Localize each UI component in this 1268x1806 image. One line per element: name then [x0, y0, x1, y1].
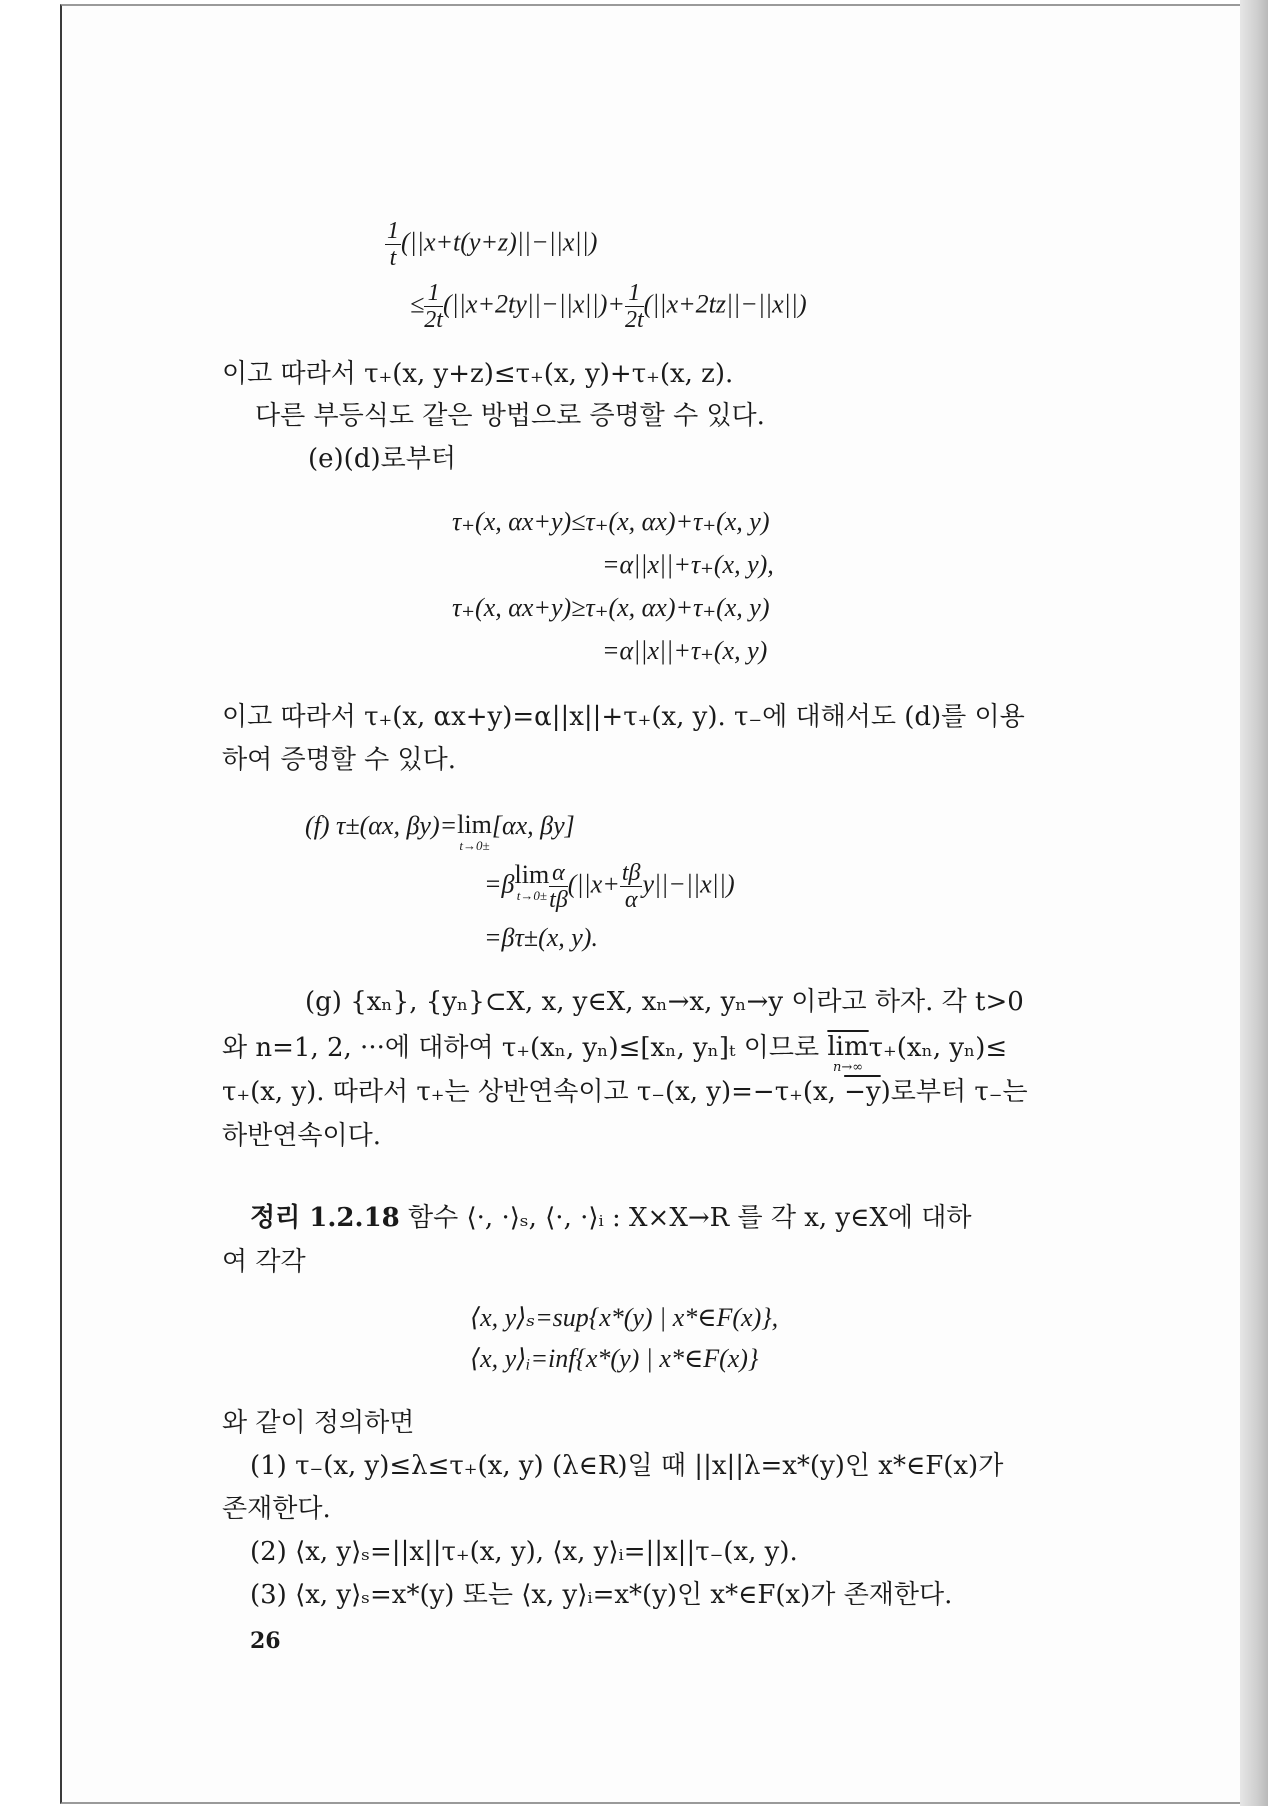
paragraph-line: (3) ⟨x, y⟩ₛ=x*(y) 또는 ⟨x, y⟩ᵢ=x*(y)인 x*∈F(x)가 존재한다. — [250, 1580, 953, 1610]
definition-line: ⟨x, y⟩ᵢ=inf{x*(y) | x*∈F(x)} — [470, 1344, 759, 1373]
fraction: $\frac{1}{2t}$ — [424, 280, 443, 333]
theorem-label: 정리 1.2.18 — [250, 1203, 400, 1233]
page-number: 26 — [250, 1628, 281, 1654]
equation-line: =α||x||+τ₊(x, y), — [602, 550, 774, 579]
paragraph-line: 존재한다. — [222, 1494, 331, 1524]
paragraph-line-with-limsup: 와 n=1, 2, ···에 대하여 τ₊(xₙ, yₙ)≤[xₙ, yₙ]ₜ 이므로 $\overline{lim}$ n→∞ τ₊(xₙ, yₙ)≤ — [222, 1032, 1008, 1075]
paragraph-line: 하반연속이다. — [222, 1121, 381, 1151]
fraction: $\frac{1}{t}$ — [387, 218, 399, 271]
definition-line: ⟨x, y⟩ₛ=sup{x*(y) | x*∈F(x)}, — [470, 1303, 779, 1332]
equation-f-line-3: =βτ±(x, y). — [484, 923, 598, 952]
equation-f-line-2: =β lim t→0± $\frac{\alpha}{t\beta}$ (||x+ $\frac{t\beta}{\alpha}$ y||−||x||) — [484, 860, 735, 913]
paragraph-line: 와 같이 정의하면 — [222, 1408, 415, 1438]
paragraph-line: 이고 따라서 τ₊(x, y+z)≤τ₊(x, y)+τ₊(x, z). — [222, 359, 734, 389]
limit-operator: lim t→0± — [514, 860, 550, 903]
fraction: $\frac{\alpha}{t\beta}$ — [549, 860, 568, 913]
page-edge-shadow — [1240, 0, 1268, 1806]
fraction: $\frac{1}{2t}$ — [624, 280, 644, 333]
limsup-operator: $\overline{lim}$ n→∞ — [827, 1032, 869, 1075]
limit-operator: lim t→0± — [457, 810, 492, 853]
paragraph-line: 여 각각 — [222, 1247, 306, 1277]
equation-line: τ₊(x, αx+y)≥τ₊(x, αx)+τ₊(x, y) — [452, 593, 770, 622]
theorem-heading: 정리 1.2.18 함수 ⟨·, ·⟩ₛ, ⟨·, ·⟩ᵢ : X×X→R 를 각 x, y∈X에 대하 — [250, 1203, 972, 1233]
equation-line: =α||x||+τ₊(x, y) — [602, 636, 768, 665]
equation-line-1: $\frac{1}{t}$ (||x+t(y+z)||−||x||) — [387, 218, 598, 271]
equation-line-2: ≤ $\frac{1}{2t}$ (||x+2ty||−||x||)+ $\frac{1}{2t}$ (||x+2tz||−||x||) — [410, 280, 807, 333]
paragraph-line: τ₊(x, y). 따라서 τ₊는 상반연속이고 τ₋(x, y)=−τ₊(x, −y)로부터 τ₋는 — [222, 1077, 1028, 1107]
paragraph-line: (2) ⟨x, y⟩ₛ=||x||τ₊(x, y), ⟨x, y⟩ᵢ=||x||τ₋(x, y). — [250, 1537, 798, 1567]
equation-f-line-1: (f) τ±(αx, βy)= lim t→0± [αx, βy] — [305, 810, 575, 853]
fraction: $\frac{t\beta}{\alpha}$ — [621, 860, 641, 913]
paragraph-line: 하여 증명할 수 있다. — [222, 745, 456, 775]
equation-line: τ₊(x, αx+y)≤τ₊(x, αx)+τ₊(x, y) — [452, 507, 770, 536]
paragraph-line: 이고 따라서 τ₊(x, αx+y)=α||x||+τ₊(x, y). τ₋에 대해서도 (d)를 이용 — [222, 702, 1025, 732]
paragraph-line: 다른 부등식도 같은 방법으로 증명할 수 있다. — [255, 401, 765, 431]
paragraph-line: (e)(d)로부터 — [308, 444, 456, 474]
paragraph-line: (1) τ₋(x, y)≤λ≤τ₊(x, y) (λ∈R)일 때 ||x||λ=x*(y)인 x*∈F(x)가 — [250, 1451, 1004, 1481]
paragraph-line: (g) {xₙ}, {yₙ}⊂X, x, y∈X, xₙ→x, yₙ→y 이라고 하자. 각 t>0 — [305, 987, 1024, 1017]
